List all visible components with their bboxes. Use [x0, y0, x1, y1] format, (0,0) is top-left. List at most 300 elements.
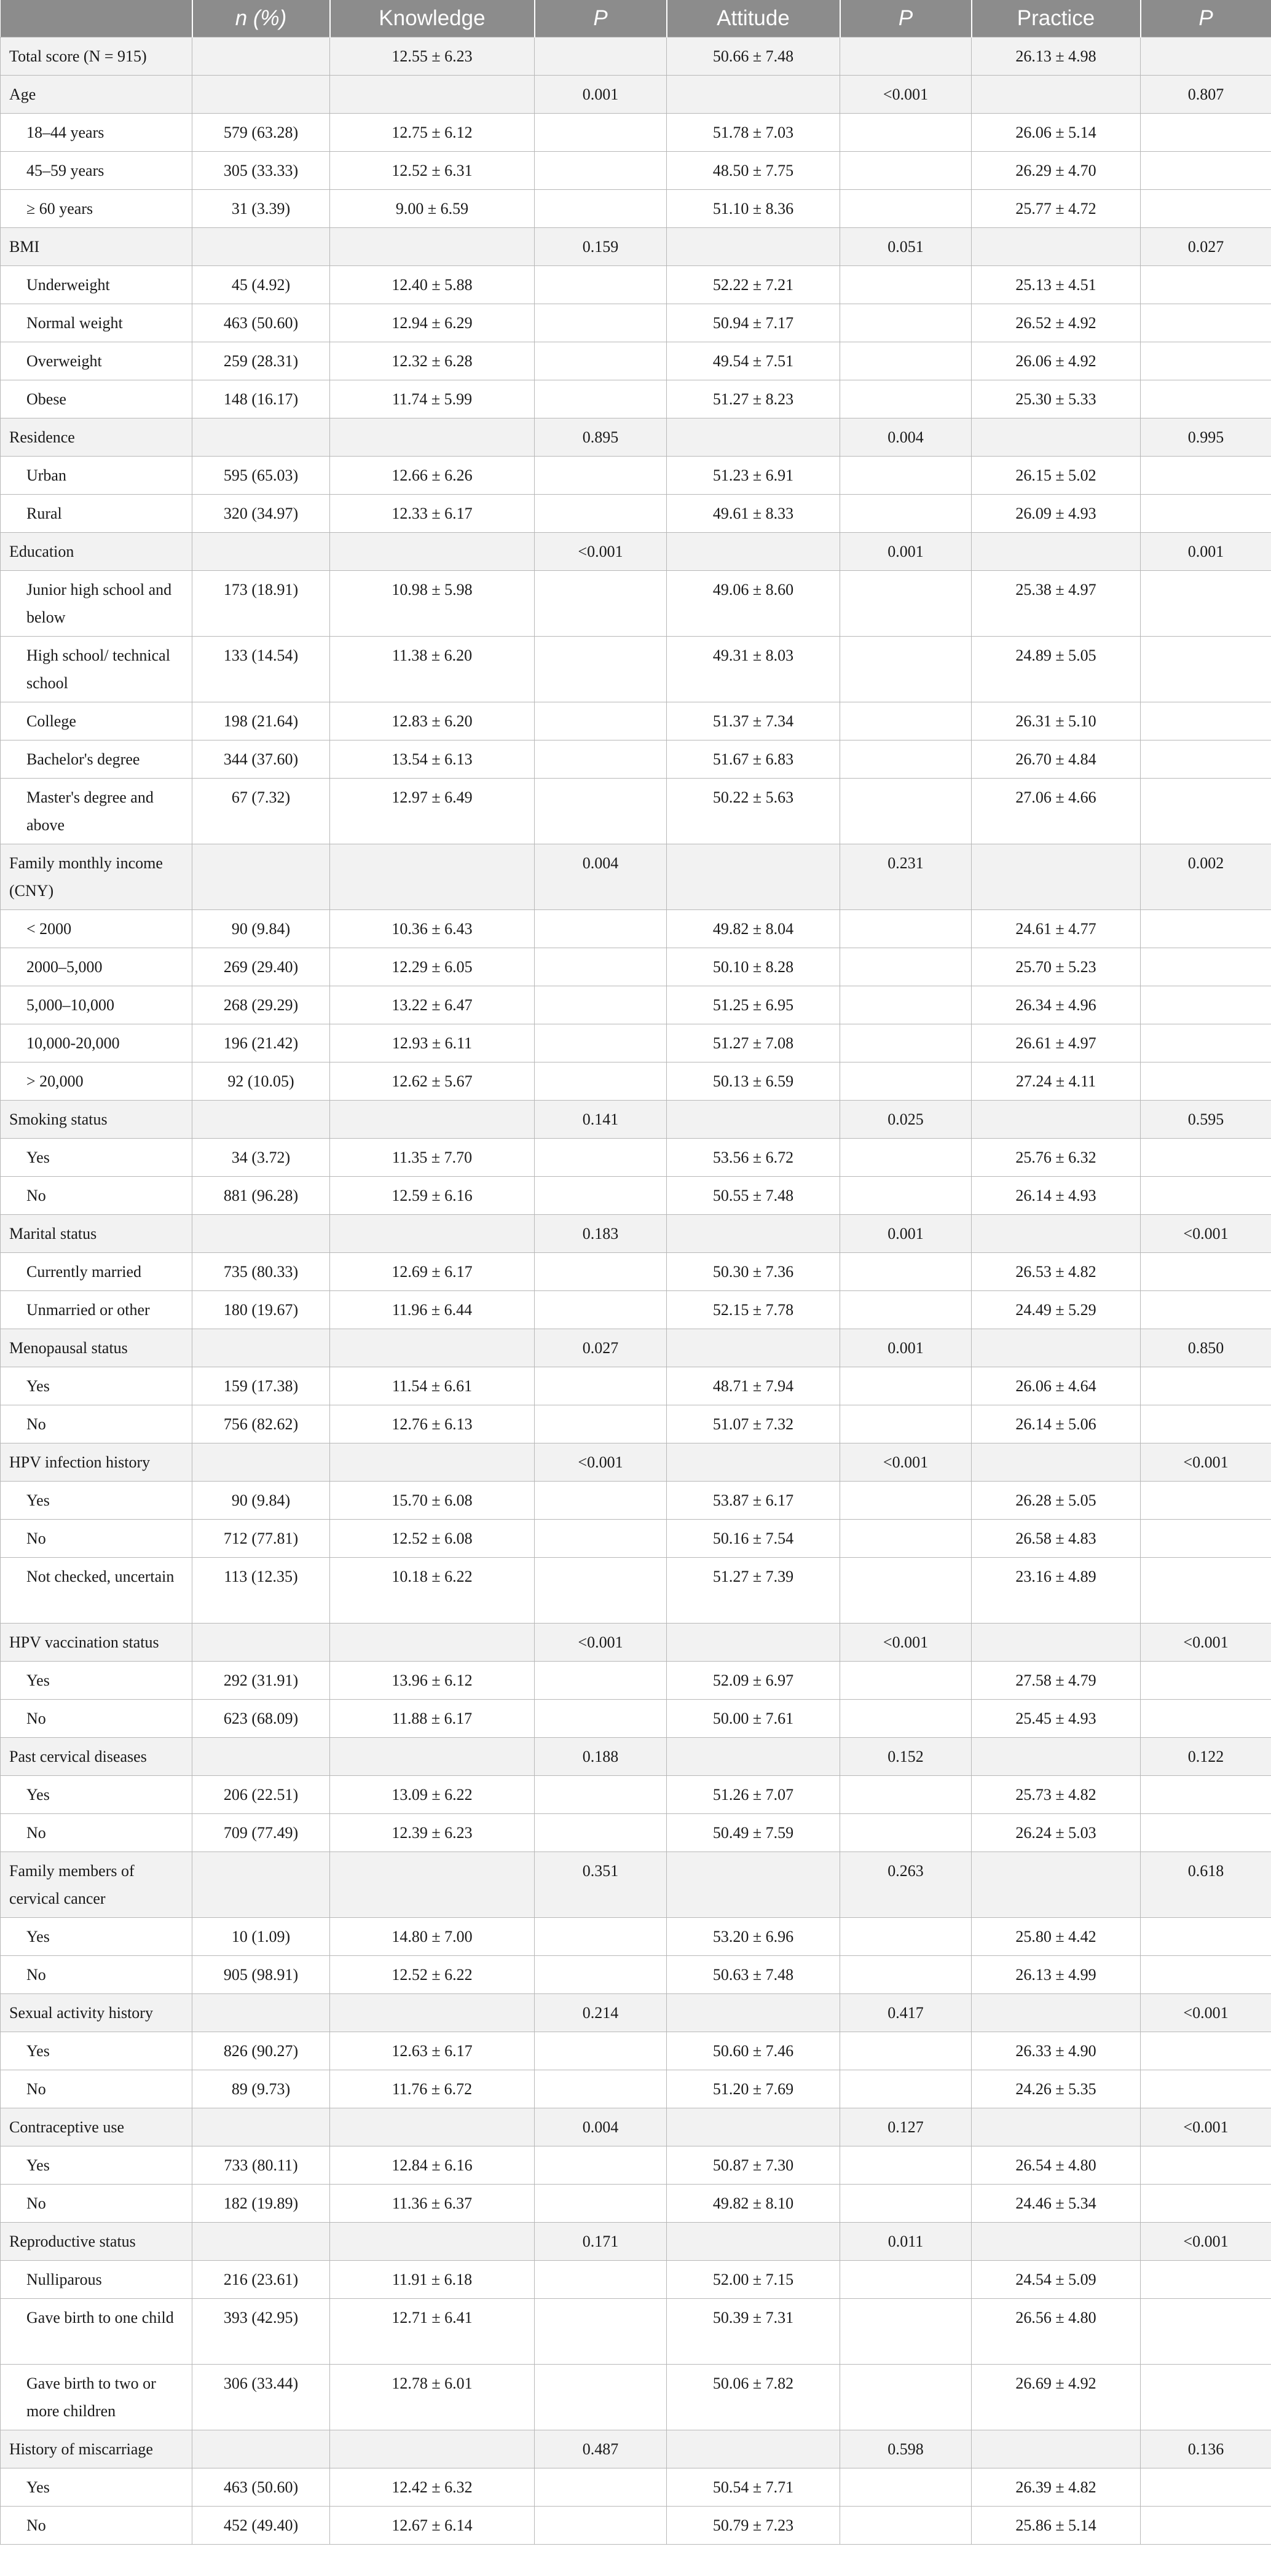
attitude-p-cell: 0.417 — [840, 1994, 972, 2032]
attitude-cell: 53.87 ± 6.17 — [667, 1482, 840, 1520]
practice-p-cell — [1141, 1776, 1271, 1814]
variable-cell: < 2000 — [1, 910, 192, 948]
knowledge-p-cell: 0.171 — [535, 2223, 667, 2261]
practice-cell — [972, 1624, 1141, 1662]
knowledge-p-cell — [535, 1024, 667, 1062]
variable-cell: Reproductive status — [1, 2223, 192, 2261]
variable-cell: Yes — [1, 2032, 192, 2070]
knowledge-cell: 14.80 ± 7.00 — [330, 1918, 535, 1956]
variable-cell: Menopausal status — [1, 1329, 192, 1367]
attitude-cell: 51.67 ± 6.83 — [667, 740, 840, 779]
attitude-p-cell: 0.231 — [840, 844, 972, 910]
n-percent-cell: 90 (9.84) — [192, 910, 330, 948]
table-row — [1, 152, 1271, 190]
table-group-row — [1, 76, 1271, 114]
attitude-cell: 50.66 ± 7.48 — [667, 37, 840, 76]
practice-cell: 26.15 ± 5.02 — [972, 457, 1141, 495]
practice-cell: 27.24 ± 4.11 — [972, 1062, 1141, 1101]
n-percent-cell — [192, 2430, 330, 2468]
practice-cell — [972, 2223, 1141, 2261]
n-percent-cell: 709 (77.49) — [192, 1814, 330, 1852]
n-percent-cell: 45 (4.92) — [192, 266, 330, 304]
practice-p-cell: 0.122 — [1141, 1738, 1271, 1776]
attitude-p-cell: <0.001 — [840, 76, 972, 114]
practice-p-cell: 0.807 — [1141, 76, 1271, 114]
table-row — [1, 190, 1271, 228]
variable-cell: Age — [1, 76, 192, 114]
variable-cell: No — [1, 2507, 192, 2545]
attitude-cell: 49.82 ± 8.04 — [667, 910, 840, 948]
variable-cell: History of miscarriage — [1, 2430, 192, 2468]
attitude-p-cell — [840, 2299, 972, 2365]
table-row — [1, 1062, 1271, 1101]
practice-cell: 26.14 ± 4.93 — [972, 1177, 1141, 1215]
table-row — [1, 2468, 1271, 2507]
table-row — [1, 2185, 1271, 2223]
variable-cell: HPV infection history — [1, 1443, 192, 1482]
n-percent-cell: 306 (33.44) — [192, 2365, 330, 2430]
attitude-p-cell: 0.001 — [840, 533, 972, 571]
table-group-row — [1, 1443, 1271, 1482]
n-percent-cell: 180 (19.67) — [192, 1291, 330, 1329]
variable-cell: Overweight — [1, 342, 192, 380]
practice-cell: 26.24 ± 5.03 — [972, 1814, 1141, 1852]
practice-p-cell — [1141, 495, 1271, 533]
attitude-p-cell — [840, 1405, 972, 1443]
table-row — [1, 1482, 1271, 1520]
header-variable — [1, 0, 192, 37]
n-percent-cell — [192, 1101, 330, 1139]
n-percent-cell — [192, 1624, 330, 1662]
knowledge-p-cell: <0.001 — [535, 1443, 667, 1482]
attitude-p-cell — [840, 152, 972, 190]
knowledge-cell: 11.91 ± 6.18 — [330, 2261, 535, 2299]
variable-cell: Yes — [1, 2146, 192, 2185]
practice-p-cell — [1141, 1956, 1271, 1994]
attitude-cell: 52.15 ± 7.78 — [667, 1291, 840, 1329]
table-row — [1, 495, 1271, 533]
knowledge-cell: 12.78 ± 6.01 — [330, 2365, 535, 2430]
header-knowledge: Knowledge — [330, 0, 535, 37]
practice-p-cell — [1141, 702, 1271, 740]
n-percent-cell — [192, 1329, 330, 1367]
attitude-cell: 52.09 ± 6.97 — [667, 1662, 840, 1700]
table-row — [1, 1558, 1271, 1624]
practice-cell: 25.80 ± 4.42 — [972, 1918, 1141, 1956]
attitude-cell — [667, 533, 840, 571]
table-row — [1, 2365, 1271, 2430]
knowledge-p-cell — [535, 304, 667, 342]
practice-cell: 25.73 ± 4.82 — [972, 1776, 1141, 1814]
variable-cell: High school/ technical school — [1, 637, 192, 702]
knowledge-p-cell — [535, 37, 667, 76]
n-percent-cell: 344 (37.60) — [192, 740, 330, 779]
table-row — [1, 637, 1271, 702]
practice-p-cell — [1141, 1558, 1271, 1624]
knowledge-p-cell — [535, 986, 667, 1024]
knowledge-p-cell — [535, 2365, 667, 2430]
attitude-p-cell — [840, 2032, 972, 2070]
n-percent-cell: 89 (9.73) — [192, 2070, 330, 2108]
table-group-row — [1, 1215, 1271, 1253]
attitude-p-cell — [840, 342, 972, 380]
variable-cell: Yes — [1, 1139, 192, 1177]
practice-cell — [972, 1329, 1141, 1367]
variable-cell: Contraceptive use — [1, 2108, 192, 2146]
attitude-cell: 53.20 ± 6.96 — [667, 1918, 840, 1956]
knowledge-p-cell — [535, 1253, 667, 1291]
practice-cell: 26.53 ± 4.82 — [972, 1253, 1141, 1291]
attitude-cell: 50.16 ± 7.54 — [667, 1520, 840, 1558]
knowledge-cell: 12.40 ± 5.88 — [330, 266, 535, 304]
knowledge-p-cell — [535, 1139, 667, 1177]
knowledge-cell: 12.66 ± 6.26 — [330, 457, 535, 495]
knowledge-cell: 12.55 ± 6.23 — [330, 37, 535, 76]
attitude-p-cell: 0.598 — [840, 2430, 972, 2468]
knowledge-p-cell — [535, 2146, 667, 2185]
variable-cell: Past cervical diseases — [1, 1738, 192, 1776]
table-group-row — [1, 228, 1271, 266]
variable-cell: No — [1, 1700, 192, 1738]
attitude-cell — [667, 2430, 840, 2468]
practice-p-cell — [1141, 37, 1271, 76]
practice-p-cell — [1141, 1253, 1271, 1291]
knowledge-p-cell — [535, 266, 667, 304]
n-percent-cell: 182 (19.89) — [192, 2185, 330, 2223]
n-percent-cell: 34 (3.72) — [192, 1139, 330, 1177]
knowledge-p-cell — [535, 1558, 667, 1624]
practice-cell: 24.54 ± 5.09 — [972, 2261, 1141, 2299]
practice-p-cell — [1141, 2146, 1271, 2185]
practice-p-cell — [1141, 190, 1271, 228]
knowledge-p-cell — [535, 1177, 667, 1215]
n-percent-cell: 463 (50.60) — [192, 2468, 330, 2507]
practice-p-cell — [1141, 2299, 1271, 2365]
practice-p-cell: 0.027 — [1141, 228, 1271, 266]
knowledge-cell: 11.35 ± 7.70 — [330, 1139, 535, 1177]
header-knowledge-p: P — [535, 0, 667, 37]
practice-cell: 25.45 ± 4.93 — [972, 1700, 1141, 1738]
knowledge-p-cell — [535, 637, 667, 702]
attitude-p-cell — [840, 779, 972, 844]
knowledge-cell — [330, 1624, 535, 1662]
practice-p-cell: 0.595 — [1141, 1101, 1271, 1139]
knowledge-p-cell — [535, 380, 667, 418]
knowledge-p-cell — [535, 1662, 667, 1700]
practice-p-cell: 0.002 — [1141, 844, 1271, 910]
attitude-cell: 51.20 ± 7.69 — [667, 2070, 840, 2108]
variable-cell: Yes — [1, 1367, 192, 1405]
practice-cell — [972, 1443, 1141, 1482]
practice-p-cell — [1141, 1662, 1271, 1700]
table-row — [1, 2032, 1271, 2070]
attitude-p-cell — [840, 571, 972, 637]
practice-cell: 26.06 ± 4.64 — [972, 1367, 1141, 1405]
attitude-p-cell: <0.001 — [840, 1624, 972, 1662]
attitude-p-cell: 0.004 — [840, 418, 972, 457]
practice-cell — [972, 2108, 1141, 2146]
practice-p-cell: <0.001 — [1141, 1624, 1271, 1662]
knowledge-p-cell: 0.183 — [535, 1215, 667, 1253]
practice-cell: 25.77 ± 4.72 — [972, 190, 1141, 228]
practice-p-cell — [1141, 1062, 1271, 1101]
table-row — [1, 1367, 1271, 1405]
variable-cell: 18–44 years — [1, 114, 192, 152]
knowledge-cell: 12.76 ± 6.13 — [330, 1405, 535, 1443]
n-percent-cell — [192, 1738, 330, 1776]
n-percent-cell: 113 (12.35) — [192, 1558, 330, 1624]
knowledge-cell — [330, 1215, 535, 1253]
practice-cell — [972, 2430, 1141, 2468]
variable-cell: HPV vaccination status — [1, 1624, 192, 1662]
attitude-p-cell: 0.263 — [840, 1852, 972, 1918]
practice-cell: 26.61 ± 4.97 — [972, 1024, 1141, 1062]
table-row — [1, 1405, 1271, 1443]
n-percent-cell: 905 (98.91) — [192, 1956, 330, 1994]
variable-cell: Yes — [1, 2468, 192, 2507]
table-group-row — [1, 1738, 1271, 1776]
knowledge-cell: 12.71 ± 6.41 — [330, 2299, 535, 2365]
practice-cell — [972, 1994, 1141, 2032]
n-percent-cell: 206 (22.51) — [192, 1776, 330, 1814]
practice-cell: 24.49 ± 5.29 — [972, 1291, 1141, 1329]
practice-p-cell — [1141, 1814, 1271, 1852]
attitude-cell: 50.63 ± 7.48 — [667, 1956, 840, 1994]
knowledge-p-cell — [535, 948, 667, 986]
attitude-cell — [667, 1624, 840, 1662]
practice-p-cell — [1141, 571, 1271, 637]
n-percent-cell — [192, 2223, 330, 2261]
attitude-cell — [667, 1443, 840, 1482]
attitude-p-cell — [840, 1520, 972, 1558]
practice-cell: 26.34 ± 4.96 — [972, 986, 1141, 1024]
n-percent-cell: 259 (28.31) — [192, 342, 330, 380]
practice-cell: 26.06 ± 4.92 — [972, 342, 1141, 380]
knowledge-cell: 9.00 ± 6.59 — [330, 190, 535, 228]
practice-p-cell — [1141, 1482, 1271, 1520]
attitude-cell: 49.82 ± 8.10 — [667, 2185, 840, 2223]
attitude-cell: 51.27 ± 7.08 — [667, 1024, 840, 1062]
practice-cell — [972, 1215, 1141, 1253]
n-percent-cell: 92 (10.05) — [192, 1062, 330, 1101]
practice-p-cell: <0.001 — [1141, 2223, 1271, 2261]
practice-p-cell — [1141, 948, 1271, 986]
knowledge-cell: 12.69 ± 6.17 — [330, 1253, 535, 1291]
attitude-p-cell — [840, 266, 972, 304]
attitude-p-cell — [840, 380, 972, 418]
practice-cell: 24.89 ± 5.05 — [972, 637, 1141, 702]
knowledge-cell — [330, 844, 535, 910]
attitude-cell — [667, 1852, 840, 1918]
table-row — [1, 2146, 1271, 2185]
knowledge-cell: 11.96 ± 6.44 — [330, 1291, 535, 1329]
variable-cell: No — [1, 2185, 192, 2223]
table-row — [1, 2299, 1271, 2365]
knowledge-p-cell — [535, 1918, 667, 1956]
practice-p-cell — [1141, 637, 1271, 702]
n-percent-cell — [192, 418, 330, 457]
attitude-cell — [667, 1215, 840, 1253]
table-row — [1, 1918, 1271, 1956]
table-group-row — [1, 2430, 1271, 2468]
knowledge-p-cell: 0.159 — [535, 228, 667, 266]
knowledge-p-cell — [535, 495, 667, 533]
knowledge-p-cell — [535, 2261, 667, 2299]
variable-cell: 5,000–10,000 — [1, 986, 192, 1024]
practice-cell: 26.33 ± 4.90 — [972, 2032, 1141, 2070]
knowledge-p-cell — [535, 702, 667, 740]
practice-cell: 26.13 ± 4.98 — [972, 37, 1141, 76]
attitude-p-cell — [840, 2261, 972, 2299]
variable-cell: Currently married — [1, 1253, 192, 1291]
knowledge-cell — [330, 418, 535, 457]
attitude-cell: 51.10 ± 8.36 — [667, 190, 840, 228]
knowledge-cell — [330, 1738, 535, 1776]
practice-p-cell — [1141, 457, 1271, 495]
practice-p-cell — [1141, 1700, 1271, 1738]
practice-cell: 27.06 ± 4.66 — [972, 779, 1141, 844]
variable-cell: No — [1, 1177, 192, 1215]
attitude-p-cell — [840, 1776, 972, 1814]
attitude-p-cell: 0.001 — [840, 1329, 972, 1367]
knowledge-p-cell — [535, 2070, 667, 2108]
table-group-row — [1, 1852, 1271, 1918]
practice-p-cell — [1141, 1139, 1271, 1177]
attitude-p-cell — [840, 495, 972, 533]
knowledge-p-cell: 0.487 — [535, 2430, 667, 2468]
practice-p-cell: 0.136 — [1141, 2430, 1271, 2468]
attitude-cell — [667, 418, 840, 457]
attitude-p-cell — [840, 910, 972, 948]
variable-cell: No — [1, 1405, 192, 1443]
practice-p-cell — [1141, 910, 1271, 948]
practice-cell — [972, 1738, 1141, 1776]
practice-cell: 23.16 ± 4.89 — [972, 1558, 1141, 1624]
variable-cell: No — [1, 2070, 192, 2108]
knowledge-p-cell — [535, 1956, 667, 1994]
table-row — [1, 1177, 1271, 1215]
attitude-cell: 50.10 ± 8.28 — [667, 948, 840, 986]
knowledge-cell — [330, 1329, 535, 1367]
attitude-p-cell — [840, 1700, 972, 1738]
table-row — [1, 986, 1271, 1024]
practice-cell: 26.69 ± 4.92 — [972, 2365, 1141, 2430]
practice-cell — [972, 418, 1141, 457]
knowledge-p-cell — [535, 2032, 667, 2070]
practice-cell: 24.26 ± 5.35 — [972, 2070, 1141, 2108]
table-header-row — [1, 0, 1271, 37]
practice-cell: 25.38 ± 4.97 — [972, 571, 1141, 637]
practice-cell: 24.46 ± 5.34 — [972, 2185, 1141, 2223]
attitude-p-cell: 0.152 — [840, 1738, 972, 1776]
practice-p-cell — [1141, 1520, 1271, 1558]
attitude-cell: 50.30 ± 7.36 — [667, 1253, 840, 1291]
practice-cell — [972, 1101, 1141, 1139]
knowledge-p-cell: <0.001 — [535, 533, 667, 571]
practice-p-cell: 0.995 — [1141, 418, 1271, 457]
attitude-cell: 50.87 ± 7.30 — [667, 2146, 840, 2185]
knowledge-p-cell — [535, 1405, 667, 1443]
table-row — [1, 1814, 1271, 1852]
knowledge-p-cell: 0.351 — [535, 1852, 667, 1918]
knowledge-cell — [330, 1101, 535, 1139]
knowledge-p-cell — [535, 910, 667, 948]
table-row — [1, 1700, 1271, 1738]
attitude-cell — [667, 228, 840, 266]
variable-cell: Yes — [1, 1776, 192, 1814]
n-percent-cell — [192, 37, 330, 76]
knowledge-p-cell — [535, 740, 667, 779]
knowledge-p-cell — [535, 1367, 667, 1405]
practice-cell: 25.13 ± 4.51 — [972, 266, 1141, 304]
n-percent-cell: 269 (29.40) — [192, 948, 330, 986]
practice-p-cell — [1141, 2507, 1271, 2545]
knowledge-cell — [330, 228, 535, 266]
knowledge-cell — [330, 1994, 535, 2032]
knowledge-cell: 13.96 ± 6.12 — [330, 1662, 535, 1700]
attitude-cell: 48.71 ± 7.94 — [667, 1367, 840, 1405]
attitude-cell: 51.25 ± 6.95 — [667, 986, 840, 1024]
n-percent-cell: 452 (49.40) — [192, 2507, 330, 2545]
practice-p-cell — [1141, 740, 1271, 779]
n-percent-cell: 31 (3.39) — [192, 190, 330, 228]
knowledge-cell: 12.33 ± 6.17 — [330, 495, 535, 533]
attitude-cell: 50.60 ± 7.46 — [667, 2032, 840, 2070]
variable-cell: Family monthly income (CNY) — [1, 844, 192, 910]
header-practice: Practice — [972, 0, 1141, 37]
n-percent-cell — [192, 1443, 330, 1482]
attitude-cell — [667, 1738, 840, 1776]
knowledge-cell: 12.93 ± 6.11 — [330, 1024, 535, 1062]
knowledge-cell — [330, 2223, 535, 2261]
table-row — [1, 910, 1271, 948]
knowledge-cell — [330, 2430, 535, 2468]
attitude-cell: 50.00 ± 7.61 — [667, 1700, 840, 1738]
knowledge-cell — [330, 76, 535, 114]
table-row — [1, 702, 1271, 740]
n-percent-cell: 826 (90.27) — [192, 2032, 330, 2070]
practice-cell: 26.52 ± 4.92 — [972, 304, 1141, 342]
attitude-cell: 50.54 ± 7.71 — [667, 2468, 840, 2507]
attitude-p-cell — [840, 114, 972, 152]
knowledge-p-cell — [535, 1062, 667, 1101]
practice-cell — [972, 228, 1141, 266]
practice-cell: 25.76 ± 6.32 — [972, 1139, 1141, 1177]
table-row — [1, 304, 1271, 342]
variable-cell: Master's degree and above — [1, 779, 192, 844]
knowledge-cell: 11.76 ± 6.72 — [330, 2070, 535, 2108]
knowledge-cell: 12.97 ± 6.49 — [330, 779, 535, 844]
variable-cell: Rural — [1, 495, 192, 533]
table-row — [1, 457, 1271, 495]
practice-p-cell: <0.001 — [1141, 1994, 1271, 2032]
n-percent-cell: 735 (80.33) — [192, 1253, 330, 1291]
practice-cell: 26.58 ± 4.83 — [972, 1520, 1141, 1558]
attitude-p-cell — [840, 1367, 972, 1405]
table-row — [1, 380, 1271, 418]
practice-p-cell — [1141, 380, 1271, 418]
knowledge-p-cell — [535, 2468, 667, 2507]
table-group-row — [1, 418, 1271, 457]
knowledge-cell: 12.52 ± 6.22 — [330, 1956, 535, 1994]
variable-cell: 10,000-20,000 — [1, 1024, 192, 1062]
attitude-cell: 51.23 ± 6.91 — [667, 457, 840, 495]
attitude-p-cell — [840, 1662, 972, 1700]
n-percent-cell — [192, 1852, 330, 1918]
practice-cell: 26.09 ± 4.93 — [972, 495, 1141, 533]
n-percent-cell: 67 (7.32) — [192, 779, 330, 844]
knowledge-cell: 12.63 ± 6.17 — [330, 2032, 535, 2070]
